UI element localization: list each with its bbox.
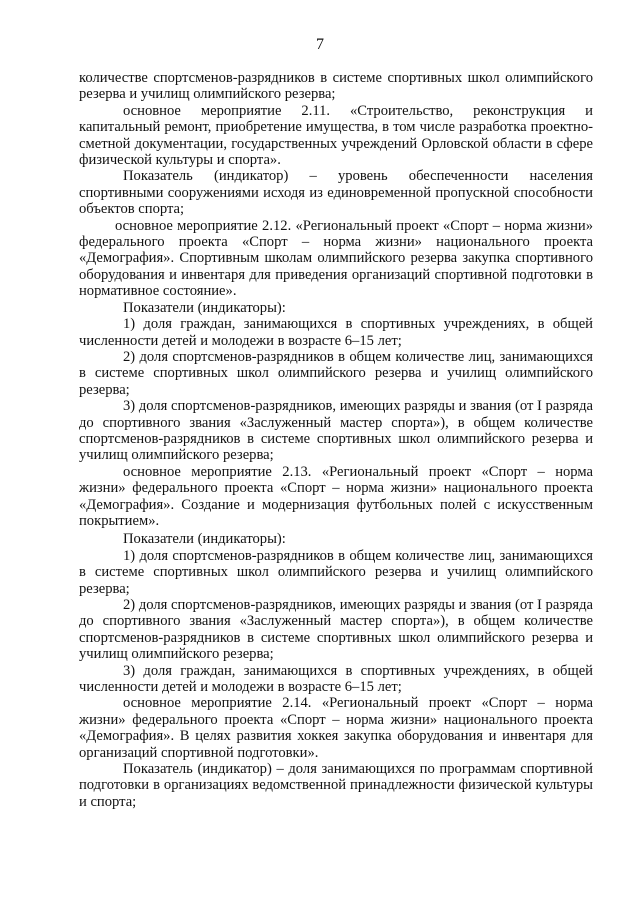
paragraph-indicator-item: 2) доля спортсменов-разрядников в общем количестве лиц, занимающихся в системе спортивных школ олимпийского резерва и училищ олимпийского резерва; <box>79 348 593 398</box>
document-body <box>79 70 593 810</box>
paragraph-indicator-item: 2) доля спортсменов-разрядников, имеющих разряды и звания (от I разряда до спортивного звания «Заслуженный мастер спорта»), в общем количестве спортсменов-разрядников в системе спортивных школ олимпийского резерва и училищ олимпийского резерва; <box>79 597 593 663</box>
paragraph-measure-2-12: основное мероприятие 2.12. «Региональный проект «Спорт – норма жизни» федерального проекта «Спорт – норма жизни» национального проекта «Демография». Спортивным школам олимпийского резерва закупка спортивного оборудования и инвентаря для приведения организаций спортивной подготовки в нормативное состояние». <box>79 217 593 300</box>
paragraph-indicator-2-14: Показатель (индикатор) – доля занимающихся по программам спортивной подготовки в организациях ведомственной принадлежности физической культуры и спорта; <box>79 761 593 810</box>
paragraph-indicator-2-11: Показатель (индикатор) – уровень обеспеченности населения спортивными сооружениями исходя из единовременной пропускной способности объектов спорта; <box>79 168 593 218</box>
paragraph-indicator-item: 3) доля граждан, занимающихся в спортивных учреждениях, в общей численности детей и молодежи в возрасте 6–15 лет; <box>79 662 593 696</box>
paragraph-measure-2-13: основное мероприятие 2.13. «Региональный проект «Спорт – норма жизни» федерального проекта «Спорт – норма жизни» национального проекта «Демография». Создание и модернизация футбольных полей с искусственным покрытием». <box>79 463 593 529</box>
paragraph-continuation: количестве спортсменов-разрядников в системе спортивных школ олимпийского резерва и училищ олимпийского резерва; <box>79 70 593 103</box>
paragraph-indicator-item: 1) доля граждан, занимающихся в спортивных учреждениях, в общей численности детей и молодежи в возрасте 6–15 лет; <box>79 316 593 349</box>
paragraph-measure-2-11: основное мероприятие 2.11. «Строительство, реконструкция и капитальный ремонт, приобретение имущества, в том числе разработка проектно-сметной документации, государственных учреждений Орловской области в сфере физической культуры и спорта». <box>79 102 593 169</box>
paragraph-indicators-heading: Показатели (индикаторы): <box>123 299 286 316</box>
page-number: 7 <box>316 36 324 53</box>
paragraph-indicator-item: 1) доля спортсменов-разрядников в общем количестве лиц, занимающихся в системе спортивных школ олимпийского резерва и училищ олимпийского резерва; <box>79 547 593 597</box>
paragraph-indicators-heading: Показатели (индикаторы): <box>123 531 286 548</box>
paragraph-indicator-item: 3) доля спортсменов-разрядников, имеющих разряды и звания (от I разряда до спортивного звания «Заслуженный мастер спорта»), в общем количестве спортсменов-разрядников в системе спортивных школ олимпийского резерва и училищ олимпийского резерва; <box>79 398 593 464</box>
paragraph-measure-2-14: основное мероприятие 2.14. «Региональный проект «Спорт – норма жизни» федерального проекта «Спорт – норма жизни» национального проекта «Демография». В целях развития хоккея закупка оборудования и инвентаря для организаций спортивной подготовки». <box>79 695 593 761</box>
